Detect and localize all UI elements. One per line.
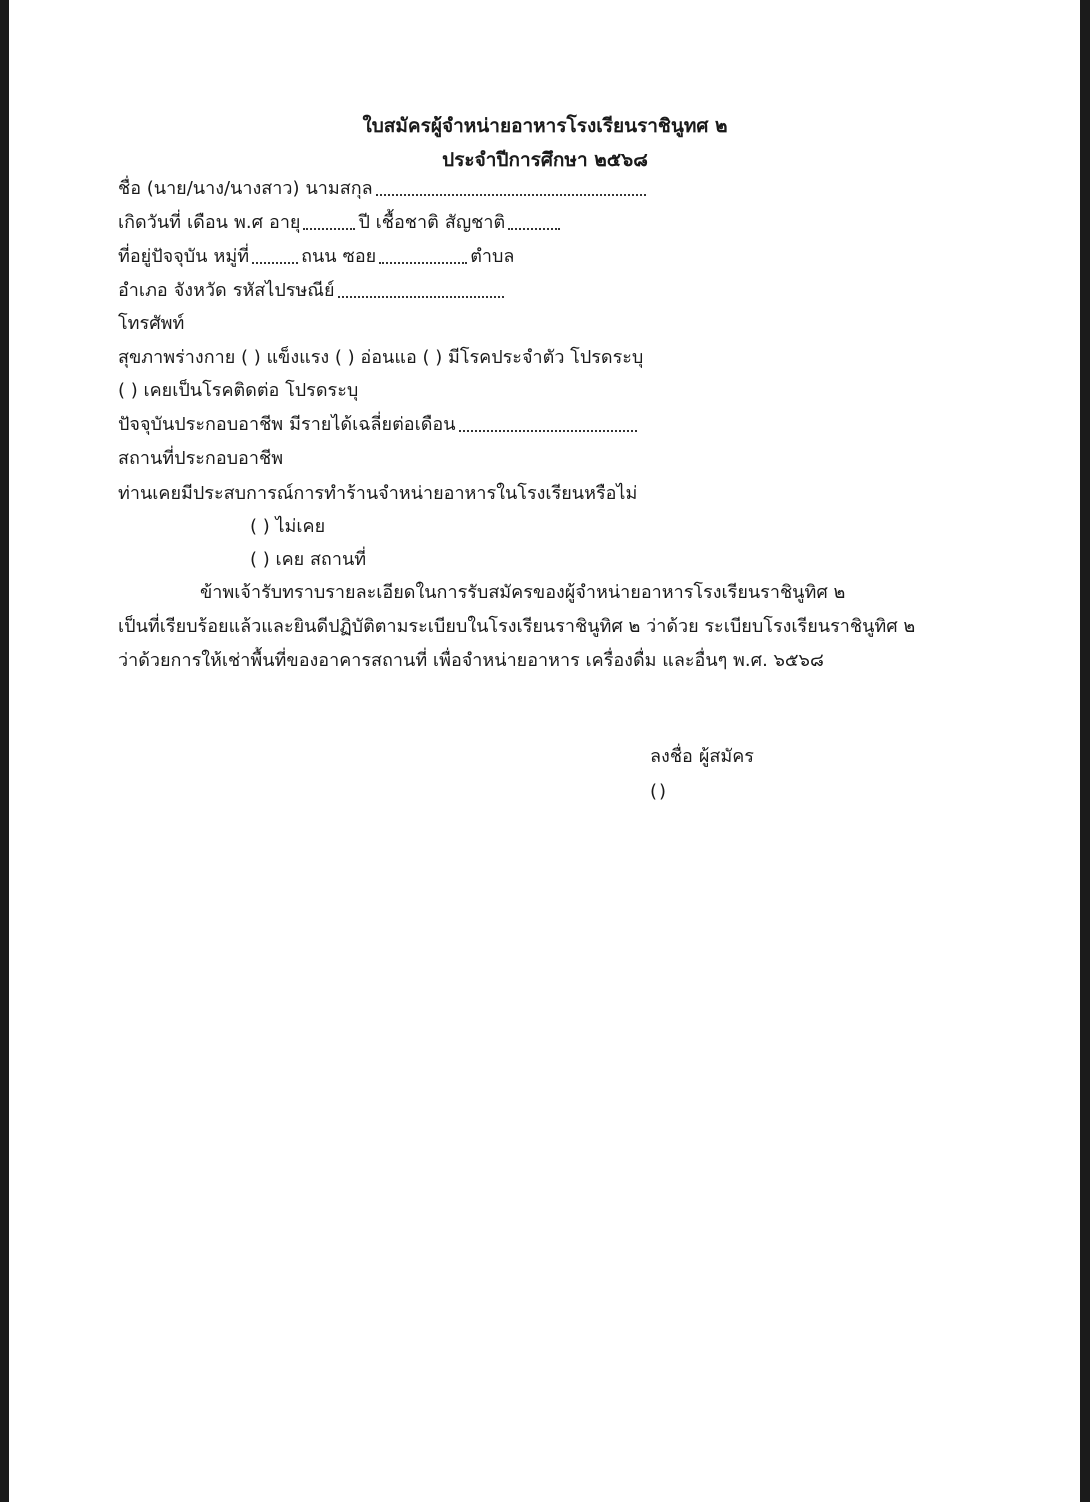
row-name — [118, 172, 986, 202]
village-field[interactable] — [252, 262, 298, 264]
workplace-label: สถานที่ประกอบอาชีพ — [118, 448, 284, 469]
postcode-field[interactable] — [338, 296, 504, 298]
soi-label: ซอย — [342, 246, 377, 267]
soi-field[interactable] — [379, 262, 467, 264]
left-border — [0, 0, 9, 1502]
road-label: ถนน — [301, 246, 337, 267]
row-health — [118, 341, 986, 371]
income-field[interactable] — [459, 430, 637, 432]
address-label: ที่อยู่ปัจจุบัน — [118, 246, 208, 267]
form-title: ใบสมัครผู้จำหน่ายอาหารโรงเรียนราชินูทศ ๒ — [362, 115, 728, 137]
race-label: ปี เชื้อชาติ — [358, 212, 439, 233]
experience-question: ท่านเคยมีประสบการณ์การทำร้านจำหน่ายอาหารในโรงเรียนหรือไม่ — [118, 483, 638, 504]
signature-role: ผู้สมัคร — [698, 746, 754, 767]
birth-day-label: เกิดวันที่ — [118, 212, 182, 233]
surname-label: นามสกุล — [305, 178, 373, 199]
subdistrict-label: ตำบล — [470, 246, 515, 267]
name-label: ชื่อ (นาย/นาง/นางสาว) — [118, 178, 300, 199]
row-occupation — [118, 408, 986, 438]
declaration-line-1: ข้าพเจ้ารับทราบรายละเอียดในการรับสมัครของผู้จำหน่ายอาหารโรงเรียนราชินูทิศ ๒ — [200, 582, 846, 603]
nationality-field[interactable] — [508, 228, 560, 230]
birth-year-label: พ.ศ — [234, 212, 264, 233]
province-label: จังหวัด — [173, 280, 227, 301]
postcode-label: รหัสไปรษณีย์ — [232, 280, 335, 301]
option-ever[interactable]: ( ) เคย สถานที่ — [250, 549, 367, 570]
row-address — [118, 240, 986, 270]
contagious-label: ( ) เคยเป็นโรคติดต่อ โปรดระบุ — [118, 380, 359, 401]
signature-label: ลงชื่อ — [650, 746, 693, 767]
phone-label: โทรศัพท์ — [118, 313, 185, 334]
open-paren: ( — [650, 781, 658, 802]
district-label: อำเภอ — [118, 280, 168, 301]
birth-month-label: เดือน — [187, 212, 228, 233]
nationality-label: สัญชาติ — [444, 212, 506, 233]
age-label: อายุ — [269, 212, 301, 233]
row-birth — [118, 206, 986, 236]
health-label: สุขภาพร่างกาย ( ) แข็งแรง ( ) อ่อนแอ ( ) มีโรคประจำตัว โปรดระบุ — [118, 347, 644, 368]
signature-row — [650, 740, 942, 770]
income-label: มีรายได้เฉลี่ยต่อเดือน — [289, 414, 456, 435]
village-label: หมู่ที่ — [213, 246, 250, 267]
occupation-label: ปัจจุบันประกอบอาชีพ — [118, 414, 284, 435]
row-district — [118, 274, 986, 304]
age-field[interactable] — [303, 228, 355, 230]
declaration-line-3: ว่าด้วยการให้เช่าพื้นที่ของอาคารสถานที่ เพื่อจำหน่ายอาหาร เครื่องดื่ม และอื่นๆ พ.ศ. ๖๕๖๘ — [118, 650, 824, 671]
printed-name-row — [650, 772, 930, 802]
row-contagious — [118, 374, 778, 404]
row-phone — [118, 307, 986, 337]
form-subtitle: ประจำปีการศึกษา ๒๕๖๘ — [442, 149, 648, 171]
surname-field[interactable] — [376, 194, 646, 196]
right-border — [1080, 0, 1090, 1502]
option-never[interactable]: ( ) ไม่เคย — [250, 516, 326, 537]
row-workplace — [118, 442, 986, 472]
declaration-line-2: เป็นที่เรียบร้อยแล้วและยินดีปฏิบัติตามระเบียบในโรงเรียนราชินูทิศ ๒ ว่าด้วย ระเบียบโรงเรียนราชินูทิศ ๒ — [118, 616, 916, 637]
close-paren: ) — [659, 781, 667, 802]
